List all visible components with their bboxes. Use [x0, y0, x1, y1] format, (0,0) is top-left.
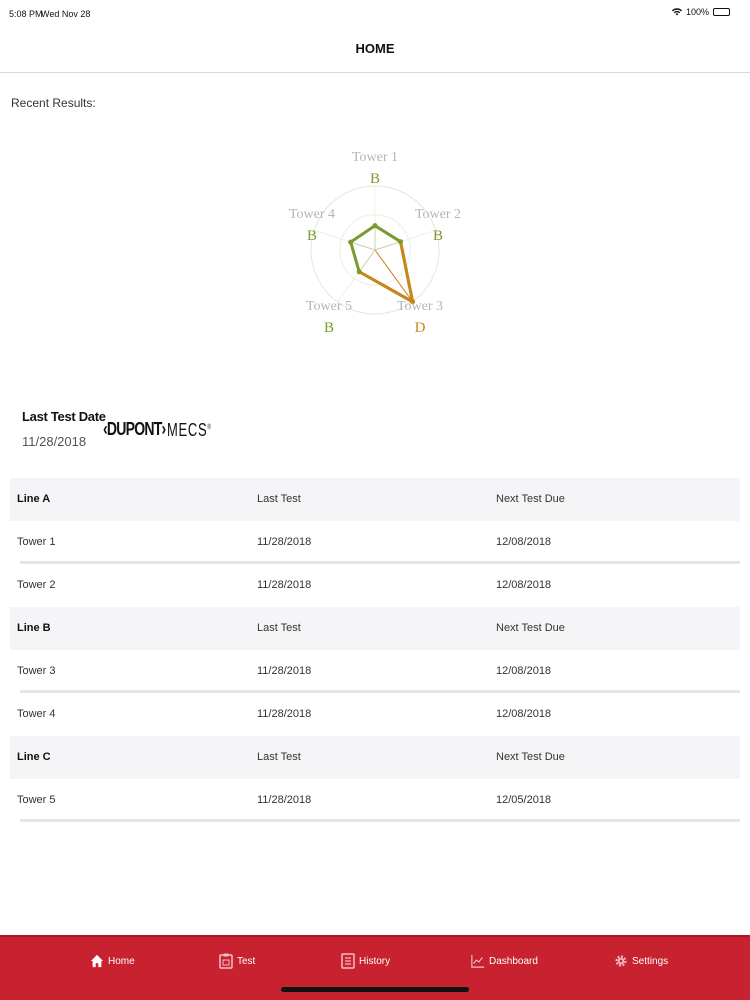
- radar-grade-label: B: [306, 228, 318, 244]
- table-row[interactable]: [10, 693, 740, 736]
- tab-label: Settings: [632, 955, 669, 967]
- last-test-title: Last Test Date: [22, 409, 106, 424]
- nav-bar: [0, 26, 750, 73]
- tab-history[interactable]: [341, 953, 390, 969]
- radar-tower-label: Tower 1: [351, 150, 399, 165]
- clipboard-icon: [219, 953, 233, 969]
- list-icon: [341, 953, 355, 969]
- radar-tower-label: Tower 4: [288, 207, 336, 222]
- tower-name: Tower 1: [17, 536, 56, 548]
- last-test-value: 11/28/2018: [257, 536, 312, 548]
- col-next-test-due: Next Test Due: [496, 493, 565, 505]
- status-time: 5:08 PM: [9, 9, 43, 19]
- tab-settings[interactable]: [614, 953, 668, 969]
- home-indicator: [281, 987, 469, 992]
- tower-name: Tower 4: [17, 708, 56, 720]
- tab-label: Dashboard: [489, 955, 538, 967]
- mecs-logo: [167, 420, 212, 441]
- radar-tower-label: Tower 3: [396, 299, 444, 314]
- dupont-logo: ‹DUPONT›: [103, 419, 166, 439]
- radar-grade-label: B: [432, 228, 444, 244]
- radar-point: [373, 223, 378, 228]
- radar-tower-label: Tower 5: [305, 299, 353, 314]
- radar-grade-label: D: [414, 320, 426, 336]
- wifi-icon: [672, 8, 682, 16]
- table-group-header: [10, 478, 740, 521]
- radar-spoke: [359, 250, 375, 272]
- registered-mark: ®: [207, 424, 212, 431]
- tower-name: Tower 5: [17, 794, 56, 806]
- tower-name: Tower 3: [17, 665, 56, 677]
- table-row[interactable]: [10, 564, 740, 607]
- last-test-block: [22, 409, 106, 449]
- tower-name: Tower 2: [17, 579, 56, 591]
- towers-table: [10, 478, 740, 822]
- radar-spoke: [375, 242, 401, 250]
- next-test-value: 12/08/2018: [496, 665, 552, 677]
- next-test-value: 12/08/2018: [496, 536, 552, 548]
- radar-tower-label: Tower 2: [414, 207, 462, 222]
- radar-point: [348, 240, 353, 245]
- gear-icon: [614, 953, 628, 969]
- status-bar: [0, 0, 750, 26]
- tab-label: History: [359, 955, 391, 967]
- radar-grade-label: B: [323, 320, 335, 336]
- table-group-header: [10, 736, 740, 779]
- mecs-logo-text: MECS: [167, 420, 208, 440]
- last-test-value: 11/28/2018: [257, 665, 312, 677]
- status-indicators: [672, 7, 730, 17]
- last-test-date: 11/28/2018: [22, 434, 87, 449]
- battery-icon: [713, 8, 730, 16]
- radar-edge-bad: [359, 272, 412, 302]
- tab-dashboard[interactable]: [471, 953, 538, 969]
- next-test-value: 12/05/2018: [496, 794, 552, 806]
- next-test-value: 12/08/2018: [496, 708, 552, 720]
- radar-grade-label: B: [369, 171, 381, 187]
- home-icon: [90, 953, 104, 969]
- last-test-value: 11/28/2018: [257, 794, 312, 806]
- battery-percent: 100%: [685, 7, 709, 17]
- status-date: Wed Nov 28: [41, 9, 91, 19]
- line-name: Line A: [17, 493, 51, 505]
- page-title: HOME: [355, 41, 395, 56]
- last-test-value: 11/28/2018: [257, 579, 312, 591]
- radar-point: [357, 269, 362, 274]
- col-next-test-due: Next Test Due: [496, 622, 565, 634]
- tab-label: Test: [237, 955, 256, 967]
- col-last-test: Last Test: [257, 493, 301, 505]
- tab-test[interactable]: [219, 953, 255, 969]
- table-row[interactable]: [10, 521, 740, 564]
- tab-home[interactable]: [90, 953, 135, 969]
- chart-icon: [471, 953, 485, 969]
- recent-results-label: Recent Results:: [11, 96, 96, 110]
- table-row[interactable]: [10, 650, 740, 693]
- radar-point: [398, 239, 403, 244]
- radar-spoke: [351, 242, 375, 250]
- table-row[interactable]: [10, 779, 740, 822]
- table-group-header: [10, 607, 740, 650]
- col-next-test-due: Next Test Due: [496, 751, 565, 763]
- line-name: Line B: [17, 622, 51, 634]
- next-test-value: 12/08/2018: [496, 579, 552, 591]
- radar-polygon: [351, 226, 413, 302]
- recent-results-radar-chart[interactable]: [280, 138, 470, 348]
- col-last-test: Last Test: [257, 751, 301, 763]
- tab-label: Home: [108, 955, 135, 967]
- col-last-test: Last Test: [257, 622, 301, 634]
- line-name: Line C: [17, 751, 51, 763]
- last-test-value: 11/28/2018: [257, 708, 312, 720]
